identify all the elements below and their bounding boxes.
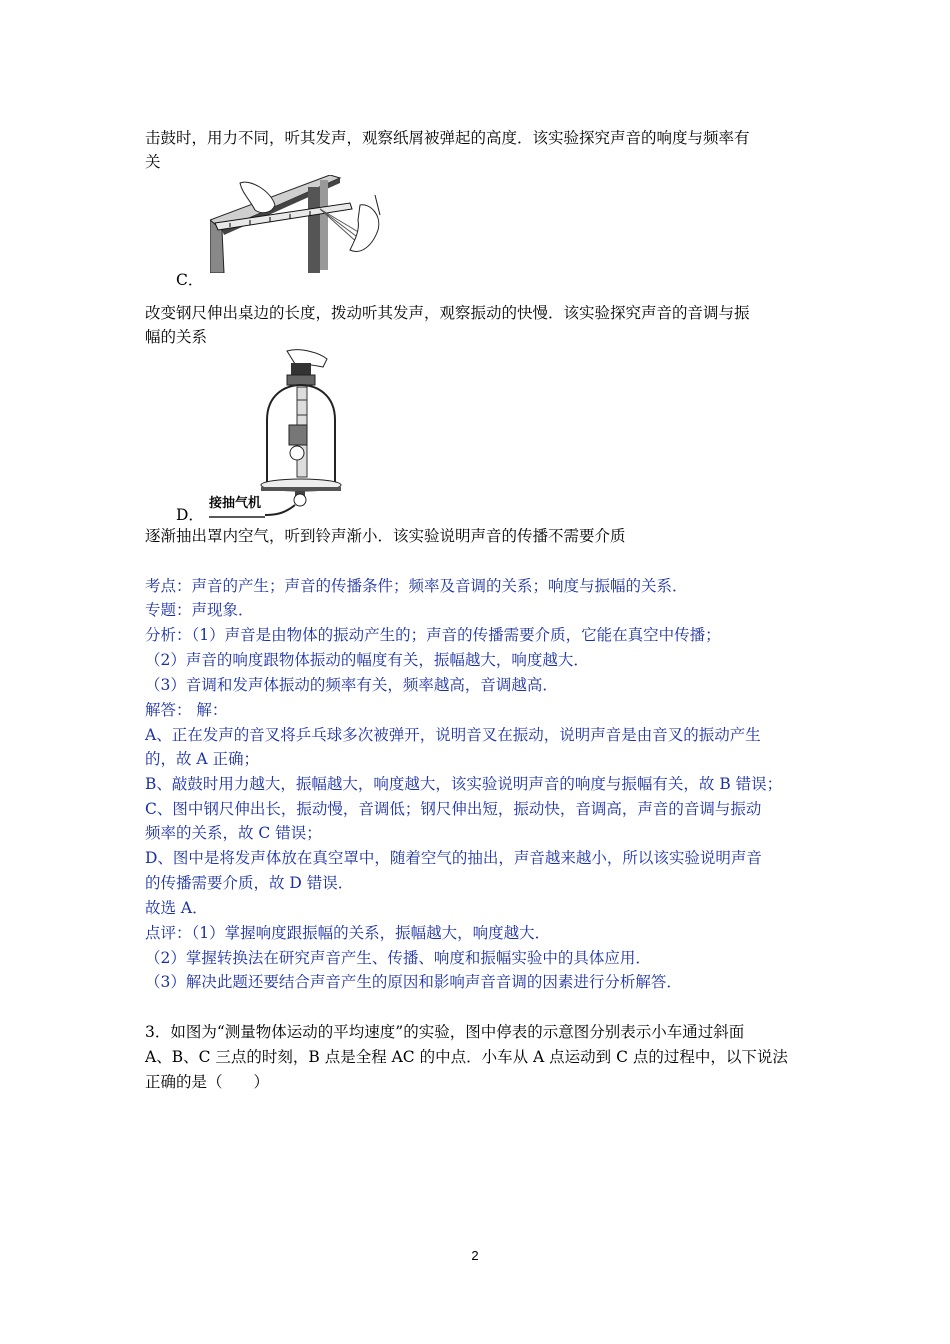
option-d-label: D． bbox=[176, 506, 204, 524]
fenxi-line: （2）声音的响度跟物体振动的幅度有关，振幅越大，响度越大． bbox=[145, 651, 589, 669]
jieda-line: 解答： 解： bbox=[145, 701, 228, 719]
text-line: 幅的关系 bbox=[145, 328, 208, 346]
option-c-label: C． bbox=[176, 271, 204, 289]
jieda-line: A、正在发声的音叉将乒乓球多次被弹开，说明音叉在振动，说明声音是由音叉的振动产生 bbox=[145, 726, 761, 744]
jieda-line: 的传播需要介质，故 D 错误． bbox=[145, 874, 354, 892]
answer-line: 故选 A． bbox=[145, 899, 208, 917]
zhuanti-line: 专题：声现象． bbox=[145, 601, 254, 619]
jieda-line: C、图中钢尺伸出长，振动慢，音调低；钢尺伸出短，振动快，音调高，声音的音调与振动 bbox=[145, 800, 762, 818]
text-line: 逐渐抽出罩内空气，听到铃声渐小．该实验说明声音的传播不需要介质 bbox=[145, 527, 626, 545]
page-number: 2 bbox=[471, 1248, 479, 1263]
dianping-line: （2）掌握转换法在研究声音产生、传播、响度和振幅实验中的具体应用． bbox=[145, 949, 651, 967]
fenxi-line: （3）音调和发声体振动的频率有关，频率越高，音调越高． bbox=[145, 676, 558, 694]
pump-label: 接抽气机 bbox=[209, 496, 262, 511]
text-line: 关 bbox=[145, 153, 161, 171]
jieda-line: B、敲鼓时用力越大，振幅越大，响度越大，该实验说明声音的响度与振幅有关，故 B 错误； bbox=[145, 775, 783, 793]
jieda-line: 频率的关系，故 C 错误； bbox=[145, 824, 322, 842]
bell-jar-figure bbox=[205, 345, 350, 520]
fenxi-line: 分析：（1）声音是由物体的振动产生的；声音的传播需要介质，它能在真空中传播； bbox=[145, 626, 721, 644]
ruler-experiment-figure bbox=[210, 175, 390, 273]
text-line: 改变钢尺伸出桌边的长度，拨动听其发声，观察振动的快慢．该实验探究声音的音调与振 bbox=[145, 304, 750, 322]
jieda-line: D、图中是将发声体放在真空罩中，随着空气的抽出，声音越来越小，所以该实验说明声音 bbox=[145, 849, 762, 867]
jieda-line: 的，故 A 正确； bbox=[145, 750, 260, 768]
dianping-line: （3）解决此题还要结合声音产生的原因和影响声音音调的因素进行分析解答． bbox=[145, 973, 682, 991]
question-3-line: A、B、C 三点的时刻，B 点是全程 AC 的中点．小车从 A 点运动到 C 点的过程中，以下说法 bbox=[145, 1048, 788, 1066]
question-3-line: 3．如图为“测量物体运动的平均速度”的实验，图中停表的示意图分别表示小车通过斜面 bbox=[145, 1023, 745, 1041]
question-3-line: 正确的是（ ） bbox=[145, 1073, 270, 1091]
dianping-line: 点评：（1）掌握响度跟振幅的关系，振幅越大，响度越大． bbox=[145, 924, 551, 942]
text-line: 击鼓时，用力不同，听其发声，观察纸屑被弹起的高度．该实验探究声音的响度与频率有 bbox=[145, 129, 750, 147]
kaodian-line: 考点：声音的产生；声音的传播条件；频率及音调的关系；响度与振幅的关系． bbox=[145, 577, 688, 595]
